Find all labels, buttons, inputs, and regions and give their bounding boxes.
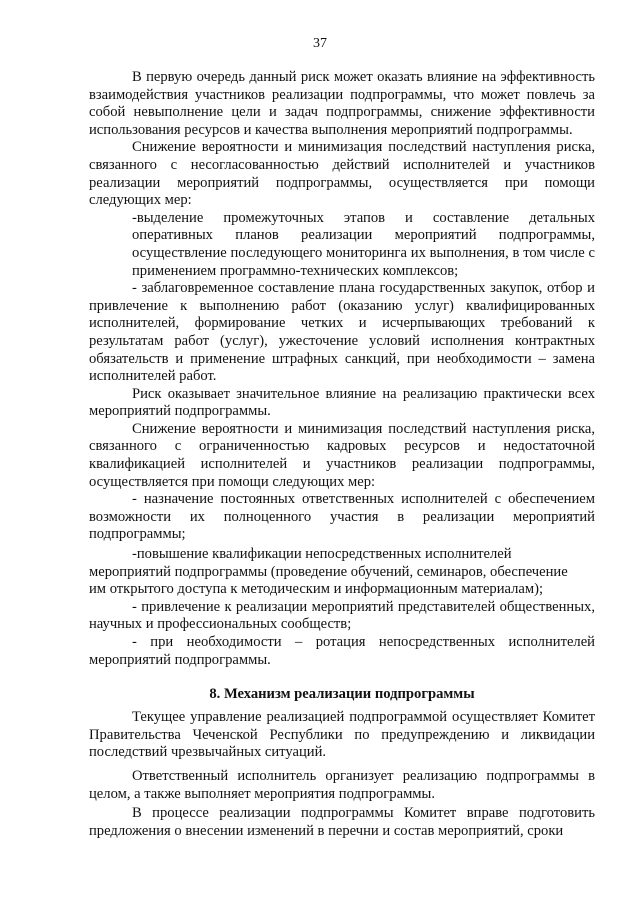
list-item-qualification-line-2: мероприятий подпрограммы (проведение обучений, семинаров, обеспечение (89, 563, 568, 580)
list-item-interim-stages: -выделение промежуточных этапов и составление детальных оперативных планов реализации мероприятий подпрограммы, осуществление последующего мониторинга их выполнения, в том числе с применением программно-технических комплексов; (132, 209, 595, 279)
list-item-rotation: - при необходимости – ротация непосредственных исполнителей мероприятий подпрограммы. (89, 634, 595, 668)
paragraph-risk-impact: В первую очередь данный риск может оказать влияние на эффективность взаимодействия участников реализации подпрограммы, что может повлечь за собой невыполнение цели и задач подпрограммы, снижение эффективности использования ресурсов и качества выполнения мероприятий подпрограммы. (89, 69, 595, 138)
section-heading: 8. Механизм реализации подпрограммы (209, 686, 475, 703)
list-item-procurement-plan: - заблаговременное составление плана государственных закупок, отбор и привлечение к выполнению работ (оказанию услуг) квалифицированных исполнителей, формирование четких и исчерпывающих требований к результатам работ (услуг), ужесточение условий исполнения контрактных обязательств и применение штрафных санкций, при необходимости – замена исполнителей работ. (89, 280, 595, 385)
list-item-community-involvement: - привлечение к реализации мероприятий представителей общественных, научных и профессиональных сообществ; (89, 598, 595, 633)
paragraph-current-management: Текущее управление реализацией подпрограммой осуществляет Комитет Правительства Чеченской Республики по предупреждению и ликвидации последствий чрезвычайных ситуаций. (89, 709, 595, 761)
list-item-permanent-executors: - назначение постоянных ответственных исполнителей с обеспечением возможности их полноценного участия в реализации мероприятий подпрограммы; (89, 491, 595, 543)
paragraph-mitigation-intro-2: Снижение вероятности и минимизация последствий наступления риска, связанного с ограниченностью кадровых ресурсов и недостаточной квалификацией исполнителей и участников реализации подпрограммы, осуществляется при помощи следующих мер: (89, 420, 595, 490)
list-item-qualification-line-3: им открытого доступа к методическим и информационным материалам); (89, 581, 544, 598)
list-item-qualification-line-1: -повышение квалификации непосредственных исполнителей (132, 546, 512, 563)
page-content (89, 69, 595, 840)
page-number: 37 (313, 36, 327, 51)
paragraph-committee-proposals: В процессе реализации подпрограммы Комитет вправе подготовить предложения о внесении изменений в перечни и состав мероприятий, сроки (89, 805, 595, 839)
paragraph-risk-influence: Риск оказывает значительное влияние на реализацию практически всех мероприятий подпрограммы. (89, 385, 595, 420)
paragraph-responsible-executor: Ответственный исполнитель организует реализацию подпрограммы в целом, а также выполняет мероприятия подпрограммы. (89, 767, 595, 802)
paragraph-mitigation-intro-1: Снижение вероятности и минимизация последствий наступления риска, связанного с несогласованностью действий исполнителей и участников реализации мероприятий подпрограммы, осуществляется при помощи следующих мер: (89, 139, 595, 209)
